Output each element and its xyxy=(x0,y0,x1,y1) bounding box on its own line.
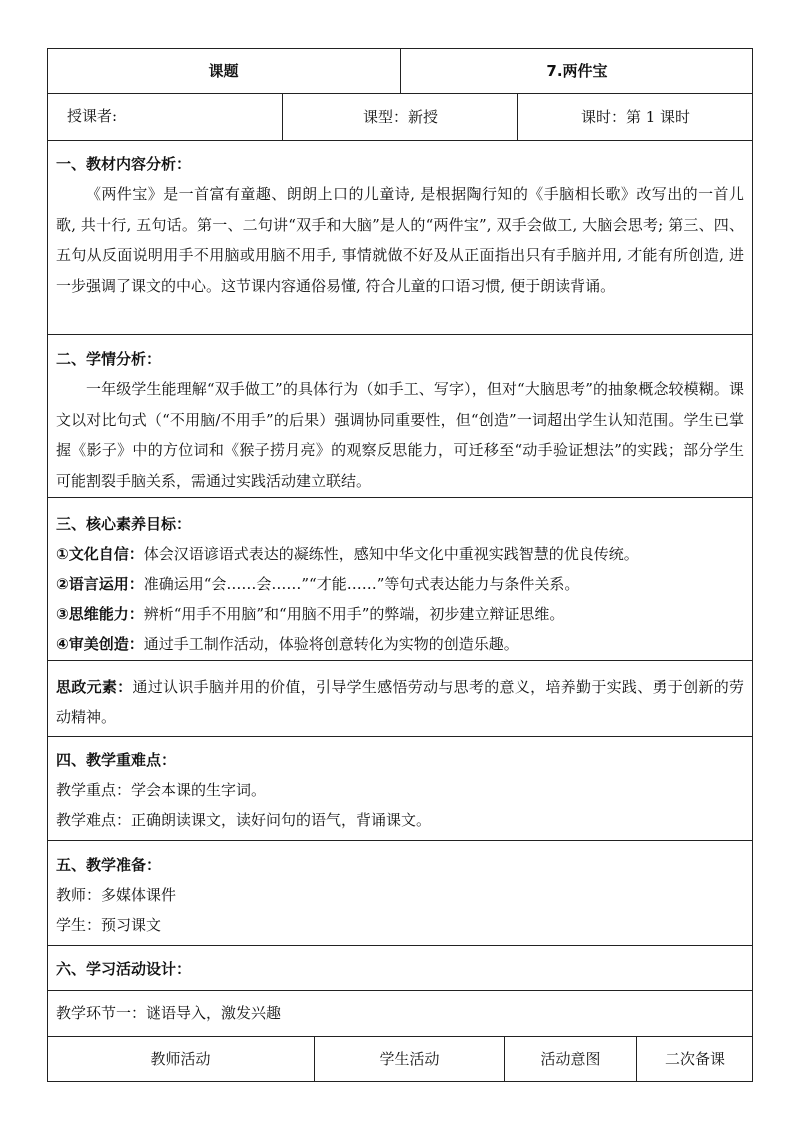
header-student-activity: 学生活动 xyxy=(379,1050,440,1068)
activity-section xyxy=(47,954,753,989)
section-title: 五、教学准备： xyxy=(56,856,162,874)
goal-item xyxy=(56,629,744,659)
key-point-line: 教学重点：学会本课的生字词。 xyxy=(56,781,267,799)
row-divider xyxy=(47,140,753,141)
ideology-paragraph xyxy=(56,672,744,732)
goal-label: ①文化自信： xyxy=(56,545,144,563)
goal-item xyxy=(56,539,744,569)
meta-row xyxy=(47,93,753,140)
header-teacher-activity: 教师活动 xyxy=(150,1050,211,1068)
section-title: 三、核心素养目标： xyxy=(56,515,192,533)
activity-table-header xyxy=(47,1036,753,1082)
section-title: 六、学习活动设计： xyxy=(56,960,192,978)
teacher-preparation: 教师：多媒体课件 xyxy=(56,886,177,904)
goal-label: ④审美创造： xyxy=(56,635,144,653)
step1-row xyxy=(47,990,753,1036)
goal-text: 通过手工制作活动，体验将创意转化为实物的创造乐趣。 xyxy=(143,635,519,653)
row-divider xyxy=(47,660,753,661)
row-divider xyxy=(47,840,753,841)
difficult-point-line: 教学难点：正确朗读课文，读好问句的语气，背诵课文。 xyxy=(56,811,432,829)
lesson-period: 课时：第 1 课时 xyxy=(580,107,691,126)
ideology-text: 通过认识手脑并用的价值，引导学生感悟劳动与思考的意义，培养勤于实践、勇于创新的劳动精神。 xyxy=(56,678,744,726)
row-divider xyxy=(47,1081,753,1082)
ideology-label: 思政元素： xyxy=(56,678,133,696)
row-divider xyxy=(47,736,753,737)
section-title: 二、学情分析： xyxy=(56,350,162,368)
goal-item xyxy=(56,569,744,599)
preparation-section xyxy=(47,850,753,942)
ideology-section xyxy=(47,672,753,734)
step1-text: 教学环节一：谜语导入，激发兴趣 xyxy=(56,1004,282,1022)
teacher-label: 授课者: xyxy=(67,107,118,125)
student-preparation: 学生：预习课文 xyxy=(56,916,162,934)
goal-item xyxy=(56,599,744,629)
lesson-type: 课型：新授 xyxy=(362,107,438,126)
topic-value: 7.两件宝 xyxy=(546,62,608,80)
material-analysis-text: 《两件宝》是一首富有童趣、朗朗上口的儿童诗, 是根据陶行知的《手脑相长歌》改写出的一首儿歌, 共十行, 五句话。第一、二句讲“双手和大脑”是人的“两件宝”, 双手会做工, 大脑会思考; 第三、四、五句从反面说明用手不用脑或用脑不用手, 事情就做不好及从正面指出只有手脑并用, 才能有所创造, 进一步强调了课文的中心。这节课内容通俗易懂, 符合儿童的口语习惯, 便于朗读背诵。 xyxy=(56,185,744,295)
learner-analysis-section xyxy=(47,344,753,496)
topic-row xyxy=(47,48,753,93)
goal-text: 体会汉语谚语式表达的凝练性，感知中华文化中重视实践智慧的优良传统。 xyxy=(143,545,639,563)
row-divider xyxy=(47,497,753,498)
goal-text: 准确运用“会……会……”“才能……”等句式表达能力与条件关系。 xyxy=(143,575,580,593)
section-title: 一、教材内容分析： xyxy=(56,155,192,173)
topic-label: 课题 xyxy=(208,62,239,80)
row-divider xyxy=(47,945,753,946)
section-title: 四、教学重难点： xyxy=(56,751,177,769)
goals-section xyxy=(47,509,753,661)
goal-text: 辨析“用手不用脑”和“用脑不用手”的弊端，初步建立辩证思维。 xyxy=(143,605,565,623)
keypoints-section xyxy=(47,745,753,837)
material-analysis-section xyxy=(47,149,753,334)
learner-analysis-text: 一年级学生能理解“双手做工”的具体行为（如手工、写字），但对“大脑思考”的抽象概念较模糊。课文以对比句式（“不用脑/不用手”的后果）强调协同重要性，但“创造”一词超出学生认知范围。学生已掌握《影子》中的方位词和《猴子捞月亮》的观察反思能力，可迁移至“动手验证想法”的实践；部分学生可能割裂手脑关系，需通过实践活动建立联结。 xyxy=(56,380,744,490)
header-activity-intent: 活动意图 xyxy=(540,1050,601,1068)
header-second-prep: 二次备课 xyxy=(664,1050,725,1068)
row-divider xyxy=(47,334,753,335)
goal-label: ②语言运用： xyxy=(56,575,144,593)
goal-label: ③思维能力： xyxy=(56,605,144,623)
